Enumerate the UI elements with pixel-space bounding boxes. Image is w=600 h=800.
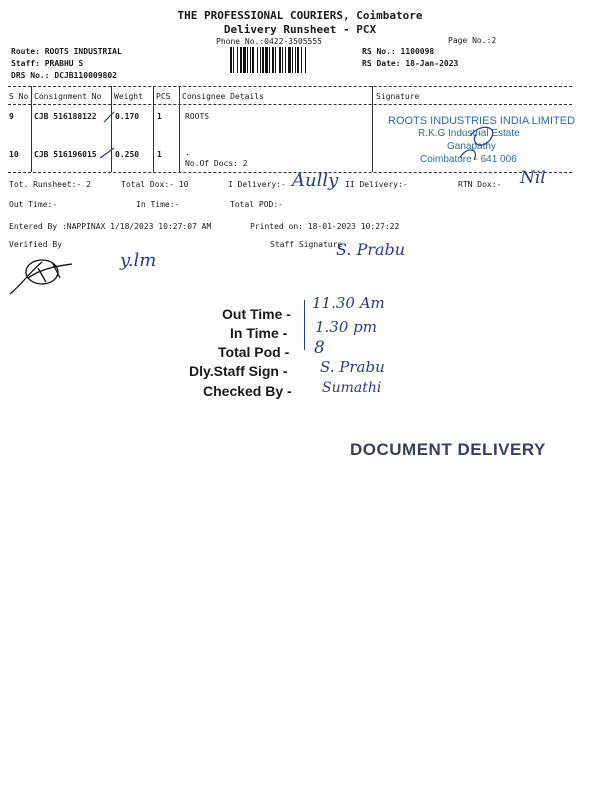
total-pod-value: 8 xyxy=(314,338,325,358)
divider xyxy=(8,86,572,87)
tick-mark xyxy=(60,112,120,162)
checked-by-value: Sumathi xyxy=(322,380,382,396)
staff: Staff: PRABHU S xyxy=(11,59,84,68)
stamp-line: Coimbatore - 641 006 xyxy=(420,154,517,165)
col-header-sno: S No xyxy=(9,92,29,101)
dly-staff-sign-value: S. Prabu xyxy=(320,358,385,376)
cell-consignee: . xyxy=(185,148,190,157)
col-header-consignee: Consignee Details xyxy=(182,92,264,101)
cell-pcs: 1 xyxy=(157,112,162,121)
verified-by: Verified By xyxy=(9,240,62,249)
cell-consignment: CJB 516196015 xyxy=(34,150,97,159)
signature-scribble xyxy=(410,118,510,168)
route: Route: ROOTS INDUSTRIAL xyxy=(11,47,122,56)
i-delivery: I Delivery:- xyxy=(228,180,286,189)
barcode-icon xyxy=(230,47,350,73)
total-pod-stamp-label: Total Pod - xyxy=(218,344,290,360)
total-dox: Total Dox:- 10 xyxy=(121,180,189,189)
cell-pcs: 1 xyxy=(157,150,162,159)
divider xyxy=(8,172,572,173)
cell-sno: 10 xyxy=(9,150,19,159)
cell-weight: 0.170 xyxy=(115,112,140,121)
entered-by: Entered By :NAPPINAX 1/18/2023 10:27:07 AM xyxy=(9,222,212,231)
cell-sno: 9 xyxy=(9,112,14,121)
column-rule xyxy=(153,86,154,172)
in-time: In Time:- xyxy=(136,200,180,209)
verified-mark: y.lm xyxy=(120,250,157,271)
cell-weight: 0.250 xyxy=(115,150,140,159)
dly-staff-sign-label: Dly.Staff Sign - xyxy=(189,363,288,379)
total-runsheet: Tot. Runsheet:- 2 xyxy=(9,180,91,189)
ii-delivery: II Delivery:- xyxy=(345,180,408,189)
rtn-dox: RTN Dox:- xyxy=(458,180,502,189)
drs-number: DRS No.: DCJB110009802 xyxy=(11,71,117,80)
stamp-line: ROOTS INDUSTRIES INDIA LIMITED xyxy=(388,115,576,127)
col-header-weight: Weight xyxy=(114,92,143,101)
col-header-pcs: PCS xyxy=(156,92,171,101)
printed-on: Printed on: 18-01-2023 10:27:22 xyxy=(250,222,400,231)
bracket-line xyxy=(304,300,305,350)
staff-signature-label: Staff Signature xyxy=(270,240,343,249)
page-number: Page No.:2 xyxy=(448,36,497,45)
rtn-dox-value: Nil xyxy=(520,168,546,188)
cell-consignee: ROOTS xyxy=(185,112,210,121)
docs-count: No.Of Docs: 2 xyxy=(185,159,248,168)
out-time: Out Time:- xyxy=(9,200,58,209)
column-rule xyxy=(179,86,180,172)
in-time-value: 1.30 pm xyxy=(315,318,377,336)
checked-by-label: Checked By - xyxy=(203,383,292,399)
stamp-line: Ganapathy xyxy=(447,141,496,152)
cell-consignment: CJB 516188122 xyxy=(34,112,97,121)
rs-date: RS Date: 18-Jan-2023 xyxy=(362,59,459,68)
total-pod: Total POD:- xyxy=(230,200,283,209)
rs-number: RS No.: 1100098 xyxy=(362,47,435,56)
out-time-value: 11.30 Am xyxy=(312,294,385,312)
phone-number: Phone No.:0422-3505555 xyxy=(216,37,322,46)
col-header-consignment: Consignment No xyxy=(34,92,102,101)
column-rule xyxy=(31,86,32,172)
in-time-stamp-label: In Time - xyxy=(230,325,288,341)
i-delivery-value: Aully xyxy=(292,170,339,191)
document-delivery-stamp: DOCUMENT DELIVERY xyxy=(350,440,546,459)
out-time-stamp-label: Out Time - xyxy=(222,306,291,322)
verified-signature xyxy=(8,248,78,304)
company-title: THE PROFESSIONAL COURIERS, Coimbatore xyxy=(177,9,423,22)
column-rule xyxy=(372,86,373,172)
stamp-line: R.K.G Industrial Estate xyxy=(418,128,520,139)
runsheet-title: Delivery Runsheet - PCX xyxy=(223,23,377,36)
col-header-signature: Signature xyxy=(376,92,420,101)
divider xyxy=(8,104,572,105)
staff-signature-value: S. Prabu xyxy=(336,240,406,259)
